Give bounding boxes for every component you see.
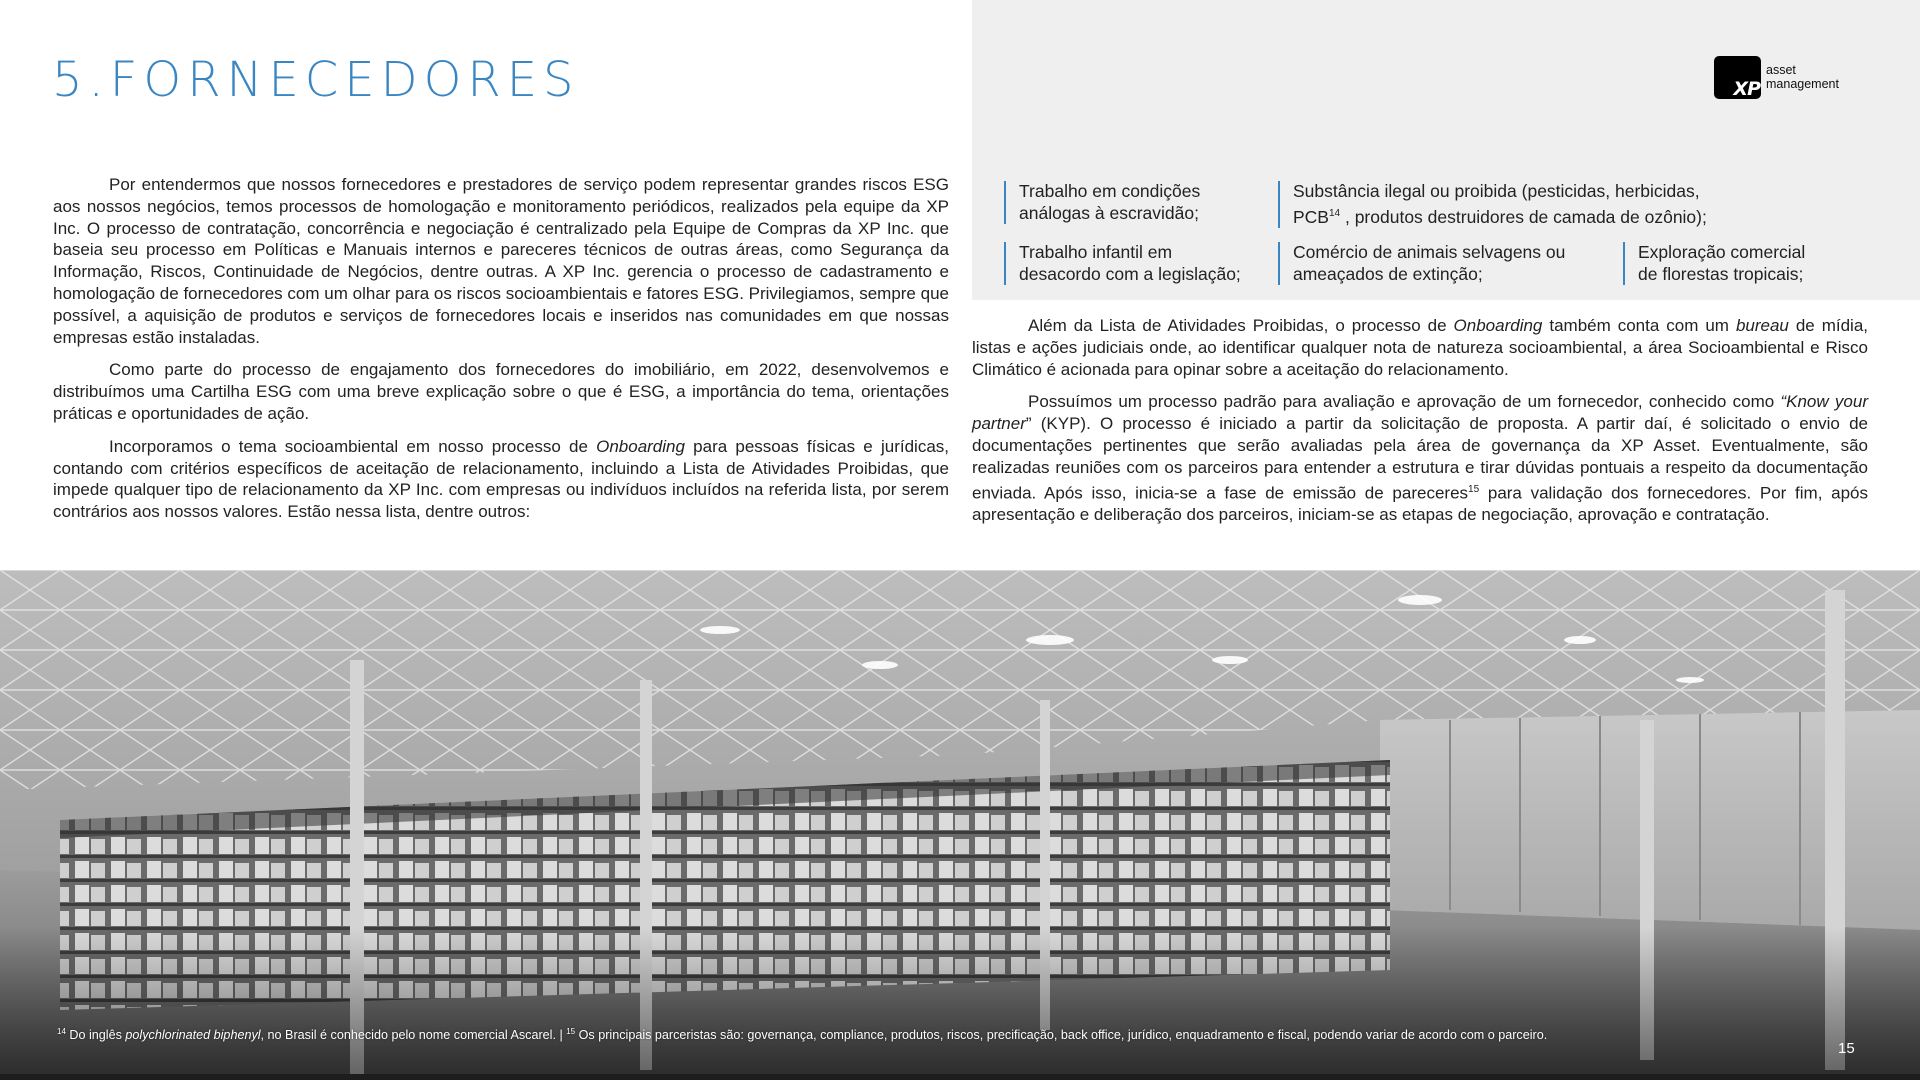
paragraph-onboarding: Incorporamos o tema socioambiental em nosso processo de Onboarding para pessoas físicas e jurídicas, contando com critérios específicos de aceitação de relacionamento, incluindo a Lista de Atividades Proibidas, que impede qualquer tipo de relacionamento da XP Inc. com empresas ou indivíduos incluídos na referida lista, por serem contrários aos nossos valores. Estão nessa lista, dentre outros: [53,436,949,522]
footnotes: $^{14}$ Do inglês polychlorinated biphenyl, no Brasil é conhecido pelo nome comercial Ascarel. | $^{15}$ Os principais parceristas são: governança, compliance, produtos, riscos, precificação, back office, jurídico, enquadramento e fiscal, podendo variar de acordo com o parceiro. [57,1027,1548,1042]
paragraph-kyp: Possuímos um processo padrão para avaliação e aprovação de um fornecedor, conhecido como “Know your partner” (KYP). O processo é iniciado a partir da solicitação de proposta. A partir daí, é solicitado o envio de documentações pertinentes que serão avaliadas pela área de governança da XP Asset. Eventualmente, são realizadas reuniões com os parceiros para entender a estrutura e tirar dúvidas pontuais a respeito da documentação enviada. Após isso, inicia-se a fase de emissão de pareceres$^{15}$ para validação dos fornecedores. Por fim, após apresentação e deliberação dos parceiros, iniciam-se as etapas de negociação, aprovação e contratação. [972,392,1868,525]
list-item-child-labor: Trabalho infantil em desacordo com a legislação; [1004,242,1241,285]
paragraph-bureau: Além da Lista de Atividades Proibidas, o processo de Onboarding também conta com um bureau de mídia, listas e ações judiciais onde, ao identificar qualquer nota de natureza socioambiental, a área Socioambiental e Risco Climático é acionada para opinar sobre a aceitação do relacionamento. [972,316,1869,379]
page-number: 15 [1838,1040,1855,1057]
logo-wordmark [1766,63,1839,91]
logo-line-2: management [1766,77,1839,91]
logo-mark-text: XP [1733,77,1760,99]
list-item-slave-labor: Trabalho em condições análogas à escravidão; [1004,181,1200,224]
list-item-tropical-forests: Exploração comercial de florestas tropicais; [1623,242,1805,285]
xp-logo-mark [1714,56,1761,99]
right-text-column [972,315,1868,537]
logo-line-1: asset [1766,63,1796,77]
paragraph-suppliers-intro: Por entendermos que nossos fornecedores e prestadores de serviço podem representar grandes riscos ESG aos nossos negócios, temos processos de homologação e monitoramento periódicos, realizados pela equipe da XP Inc. O processo de contratação, concorrência e negociação é centralizado pela Equipe de Compras da XP Inc. que baseia seu processo em Políticas e Manuais internos e pareceres técnicos de outras áreas, como Segurança da Informação, Riscos, Continuidade de Negócios, dentre outras. A XP Inc. gerencia o processo de cadastramento e homologação de fornecedores com um olhar para os riscos socioambientais e fatores ESG. Privilegiamos, sempre que possível, a aquisição de produtos e serviços de fornecedores locais e inseridos nas comunidades em que nossas empresas estão instaladas. [53,175,949,347]
page-title: 5.FORNECEDORES [52,52,580,108]
xp-asset-logo [1714,55,1839,99]
left-text-column [53,174,949,534]
bottom-bar [0,1074,1920,1080]
list-item-wildlife-trade: Comércio de animais selvagens ou ameaçados de extinção; [1278,242,1565,285]
paragraph-esg-booklet: Como parte do processo de engajamento dos fornecedores do imobiliário, em 2022, desenvolvemos e distribuímos uma Cartilha ESG com uma breve explicação sobre o que é ESG, a importância do tema, orientações práticas e oportunidades de ação. [53,360,949,423]
warehouse-photo [0,570,1920,1080]
list-item-illegal-substances: Substância ilegal ou proibida (pesticidas, herbicidas, PCB$^{14}$ , produtos destruidores de camada de ozônio); [1278,181,1707,228]
